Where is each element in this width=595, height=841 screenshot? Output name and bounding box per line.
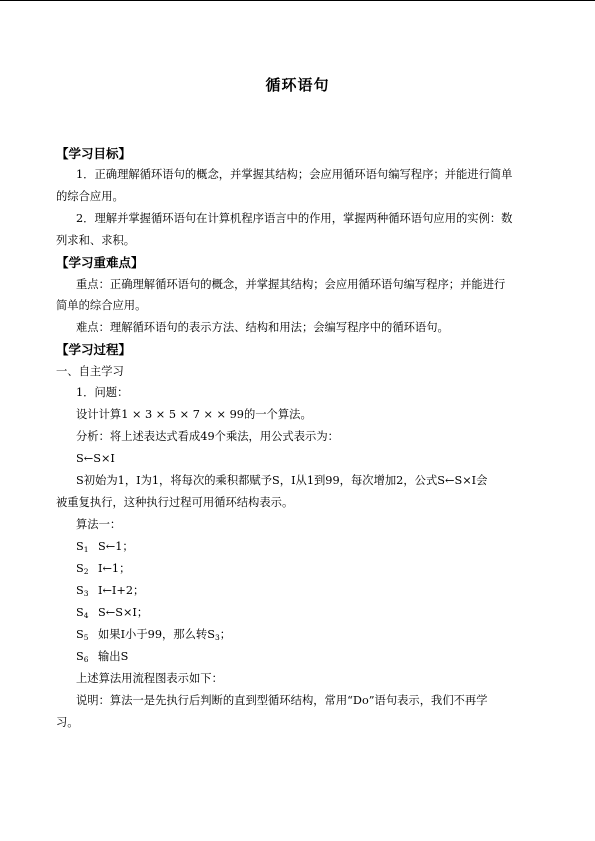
objective-2-line-2: 列求和、求积。 [56,234,136,247]
question-label: 1．问题： [76,386,129,399]
step-label: $S_3$ [76,584,89,598]
algorithm-step-5 [76,628,231,645]
formula-text: S←S×I [76,452,115,465]
step-label: $S_1$ [76,540,89,554]
focus-line-2: 简单的综合应用。 [56,299,147,312]
step-label: $S_4$ [76,606,89,620]
explain-line-1: S初始为1，I为1，将每次的乘积都赋予S，I从1到99，每次增加2，公式S←S×I会 [76,474,488,487]
step-text: S←1； [98,540,134,553]
algorithm-step-3 [76,584,144,601]
objective-2-line-1: 2．理解并掌握循环语句在计算机程序语言中的作用，掌握两种循环语句应用的实例：数 [76,212,513,225]
algorithm-step-2 [76,562,130,579]
flowchart-note: 上述算法用流程图表示如下： [76,672,223,685]
objectives-heading: 【学习目标】 [56,146,132,161]
objective-1-line-2: 的综合应用。 [56,190,124,203]
step-label: $S_2$ [76,562,89,576]
step-text: S←S×I； [98,606,149,619]
step-label: $S_6$ [76,650,89,664]
top-rule [0,0,595,1]
step-text: 输出S [98,650,129,663]
step-text-tail: ； [219,628,232,641]
step-target-sub: 3 [214,633,220,642]
page-title: 循环语句 [265,76,330,94]
part-1-label: 一、自主学习 [56,365,124,378]
difficulty-line: 难点：理解循环语句的表示方法、结构和用法；会编写程序中的循环语句。 [76,321,449,334]
algorithm-title: 算法一： [76,518,122,531]
analysis-text: 分析：将上述表达式看成49个乘法，用公式表示为： [76,430,339,443]
step-label: $S_5$ [76,628,89,642]
algorithm-step-6 [76,650,128,667]
explain-line-2: 被重复执行，这种执行过程可用循环结构表示。 [56,496,294,509]
algorithm-step-4 [76,606,148,623]
question-text: 设计计算1 × 3 × 5 × 7 × × 99的一个算法。 [76,408,312,421]
key-points-heading: 【学习重难点】 [56,255,144,270]
focus-line-1: 重点：正确理解循环语句的概念，并掌握其结构；会应用循环语句编写程序；并能进行 [76,278,506,291]
step-text: I←I+2； [98,584,145,597]
note-line-2: 习。 [56,716,79,729]
step-text: I←1； [98,562,131,575]
objective-1-line-1: 1．正确理解循环语句的概念，并掌握其结构；会应用循环语句编写程序；并能进行简单 [76,168,513,181]
note-line-1: 说明：算法一是先执行后判断的直到型循环结构，常用“Do”语句表示，我们不再学 [76,694,488,707]
process-heading: 【学习过程】 [56,342,132,357]
step-text: 如果I小于99，那么转S [98,628,215,641]
algorithm-step-1 [76,540,134,557]
